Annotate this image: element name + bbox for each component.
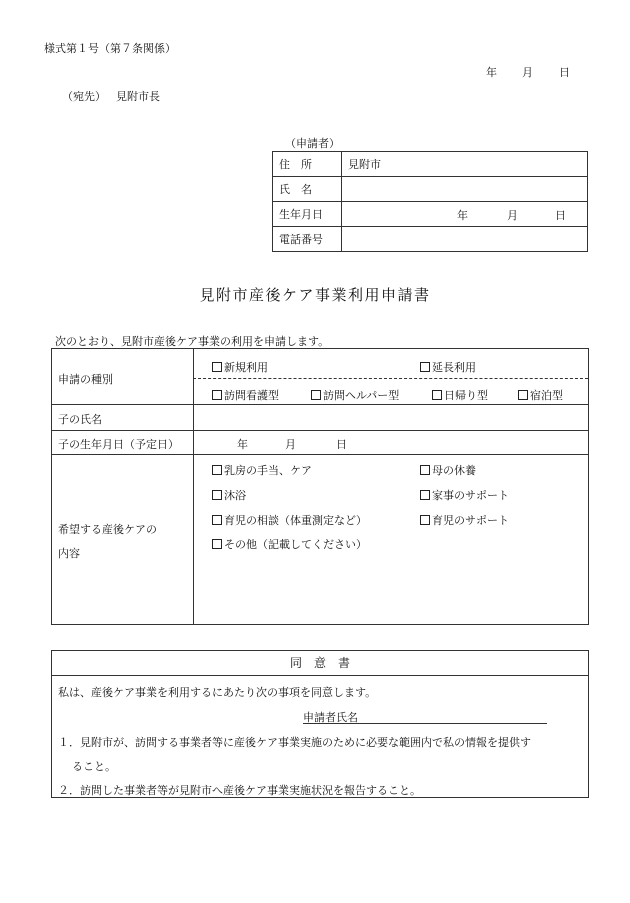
type-new-option[interactable]: 新規利用: [212, 359, 268, 375]
checkbox[interactable]: [212, 539, 222, 549]
birth-month-label: 月: [507, 209, 518, 222]
type-day-option[interactable]: 日帰り型: [432, 387, 488, 403]
checkbox[interactable]: [420, 465, 430, 475]
content-childcare-consult-option[interactable]: 育児の相談（体重測定など）: [212, 512, 367, 528]
child-name-label: 子の氏名: [58, 413, 102, 426]
checkbox[interactable]: [420, 490, 430, 500]
main-table: [51, 348, 589, 625]
consent-statement: 私は、産後ケア事業を利用するにあたり次の事項を同意します。: [58, 686, 377, 699]
checkbox[interactable]: [311, 390, 321, 400]
date-month-label: 月: [522, 66, 533, 79]
applicant-table: [272, 151, 588, 252]
addressee-label: （宛先）: [62, 90, 106, 103]
signature-line[interactable]: [303, 723, 547, 724]
content-housework-option[interactable]: 家事のサポート: [420, 487, 509, 503]
type-home-nursing-option[interactable]: 訪問看護型: [212, 387, 279, 403]
name-field[interactable]: [342, 177, 588, 202]
address-label: 住 所: [273, 152, 342, 177]
phone-label: 電話番号: [273, 227, 342, 252]
phone-field[interactable]: [342, 227, 588, 252]
child-name-field[interactable]: [194, 405, 588, 429]
type-label: 申請の種別: [58, 373, 113, 386]
checkbox[interactable]: [212, 490, 222, 500]
content-breast-care-option[interactable]: 乳房の手当、ケア: [212, 462, 312, 478]
content-label-line2: 内容: [58, 547, 80, 560]
date-day-label: 日: [559, 66, 570, 79]
name-label: 氏 名: [273, 177, 342, 202]
consent-box: [51, 650, 589, 798]
form-number: 様式第１号（第７条関係）: [44, 42, 176, 55]
address-field[interactable]: 見附市: [342, 152, 588, 177]
checkbox[interactable]: [420, 515, 430, 525]
content-bathing-option[interactable]: 沐浴: [212, 487, 246, 503]
applicant-heading: （申請者）: [285, 137, 340, 150]
addressee-name: 見附市長: [116, 90, 160, 103]
child-birth-month: 月: [285, 438, 296, 451]
type-home-helper-option[interactable]: 訪問ヘルパー型: [311, 387, 399, 403]
date-year-label: 年: [486, 66, 497, 79]
checkbox[interactable]: [518, 390, 528, 400]
birthdate-field[interactable]: [342, 202, 588, 227]
type-overnight-option[interactable]: 宿泊型: [518, 387, 563, 403]
consent-item-2: ２．訪問した事業者等が見附市へ産後ケア事業実施状況を報告すること。: [58, 784, 421, 797]
consent-item-1-line2: ること。: [72, 760, 116, 773]
checkbox[interactable]: [212, 465, 222, 475]
birth-year-label: 年: [457, 209, 468, 222]
checkbox[interactable]: [212, 362, 222, 372]
child-birth-label: 子の生年月日（予定日）: [58, 438, 179, 451]
checkbox[interactable]: [212, 390, 222, 400]
consent-item-1-line1: １．見附市が、訪問する事業者等に産後ケア事業実施のために必要な範囲内で私の情報を提供す: [58, 736, 531, 749]
birth-day-label: 日: [555, 209, 566, 222]
birthdate-label: 生年月日: [273, 202, 342, 227]
content-mother-rest-option[interactable]: 母の休養: [420, 462, 476, 478]
checkbox[interactable]: [212, 515, 222, 525]
child-birth-year: 年: [237, 438, 248, 451]
page-title: 見附市産後ケア事業利用申請書: [199, 286, 431, 304]
signature-label: 申請者氏名: [303, 711, 358, 724]
content-childcare-support-option[interactable]: 育児のサポート: [420, 512, 509, 528]
content-label-line1: 希望する産後ケアの: [58, 523, 157, 536]
child-birth-day: 日: [336, 438, 347, 451]
checkbox[interactable]: [432, 390, 442, 400]
intro-text: 次のとおり、見附市産後ケア事業の利用を申請します。: [55, 335, 330, 348]
content-other-option[interactable]: その他（記載してください）: [212, 536, 367, 552]
type-extension-option[interactable]: 延長利用: [420, 359, 476, 375]
consent-title: 同 意 書: [52, 651, 588, 676]
checkbox[interactable]: [420, 362, 430, 372]
